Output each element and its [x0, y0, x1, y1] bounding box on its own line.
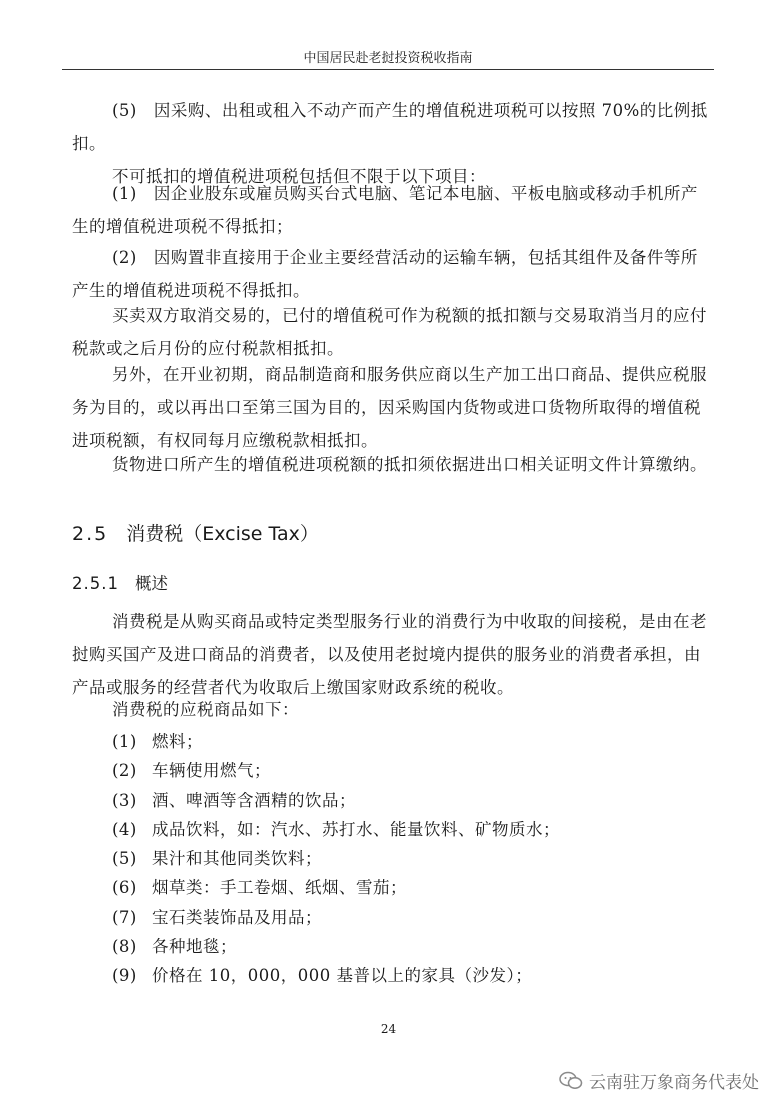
list-item-text: 烟草类：手工卷烟、纸烟、雪茄；	[152, 878, 407, 898]
list-item	[112, 961, 712, 990]
paragraph-non-deductible-2: (2) 因购置非直接用于企业主要经营活动的运输车辆，包括其组件及备件等所产生的增值税进项税不得抵扣。	[72, 248, 698, 300]
taxable-items-list	[112, 727, 712, 991]
list-item	[112, 815, 712, 844]
list-item-text: 宝石类装饰品及用品；	[152, 907, 322, 927]
list-item	[112, 844, 712, 873]
list-item-text: 各种地毯；	[152, 937, 237, 957]
list-item	[112, 932, 712, 961]
paragraph-taxable-intro: 消费税的应税商品如下：	[112, 700, 299, 719]
list-marker: (9)	[112, 966, 137, 986]
section-title: 消费税（Excise Tax）	[126, 523, 319, 545]
list-item	[112, 786, 712, 815]
watermark-text: 云南驻万象商务代表处	[589, 1073, 759, 1093]
list-marker: (5)	[112, 849, 137, 869]
paragraph-cancelled-trade: 买卖双方取消交易的，已付的增值税可作为税额的抵扣额与交易取消当月的应付税款或之后月份的应付税款相抵扣。	[72, 306, 707, 358]
list-item	[112, 727, 712, 756]
list-marker: (4)	[112, 819, 137, 839]
wechat-icon	[559, 1071, 583, 1091]
list-marker: (2)	[112, 761, 137, 781]
list-marker: (8)	[112, 937, 137, 957]
list-item-text: 车辆使用燃气；	[152, 761, 271, 781]
section-number: 2.5	[72, 523, 109, 545]
paragraph-excise-definition: 消费税是从购买商品或特定类型服务行业的消费行为中收取的间接税，是由在老挝购买国产及进口商品的消费者，以及使用老挝境内提供的服务业的消费者承担，由产品或服务的经营者代为收取后上缴国家财政系统的税收。	[72, 612, 707, 697]
list-marker: (1)	[112, 732, 137, 751]
list-marker: (6)	[112, 878, 137, 898]
list-item-text: 酒、啤酒等含酒精的饮品；	[152, 790, 356, 810]
watermark	[559, 1068, 759, 1093]
running-header: 中国居民赴老挝投资税收指南	[303, 51, 473, 66]
subsection-number: 2.5.1	[72, 574, 119, 593]
paragraph-import-deduction: 货物进口所产生的增值税进项税额的抵扣须依据进出口相关证明文件计算缴纳。	[112, 455, 707, 474]
subsection-title: 概述	[134, 574, 168, 593]
list-item-text: 价格在 10，000，000 基普以上的家具（沙发）；	[152, 966, 533, 986]
paragraph-item-5: (5) 因采购、出租或租入不动产而产生的增值税进项税可以按照 70%的比例抵扣。	[72, 101, 708, 153]
list-item-text: 成品饮料，如：汽水、苏打水、能量饮料、矿物质水；	[152, 819, 560, 839]
page-number: 24	[380, 1022, 397, 1036]
header-rule	[62, 69, 714, 70]
list-item	[112, 873, 712, 902]
paragraph-non-deductible-intro: 不可抵扣的增值税进项税包括但不限于以下项目：	[112, 167, 486, 186]
paragraph-non-deductible-1: (1) 因企业股东或雇员购买台式电脑、笔记本电脑、平板电脑或移动手机所产生的增值税进项税不得抵扣；	[72, 184, 698, 236]
list-item-text: 燃料；	[152, 732, 203, 751]
list-marker: (7)	[112, 907, 137, 927]
list-item	[112, 903, 712, 932]
list-item-text: 果汁和其他同类饮料；	[152, 849, 322, 869]
list-item	[112, 756, 712, 785]
list-marker: (3)	[112, 790, 137, 810]
section-heading	[72, 520, 319, 548]
subsection-heading	[72, 570, 168, 598]
paragraph-startup-deduction: 另外，在开业初期，商品制造商和服务供应商以生产加工出口商品、提供应税服务为目的，或以再出口至第三国为目的，因采购国内货物或进口货物所取得的增值税进项税额，有权同每月应缴税款相抵扣。	[72, 365, 707, 450]
